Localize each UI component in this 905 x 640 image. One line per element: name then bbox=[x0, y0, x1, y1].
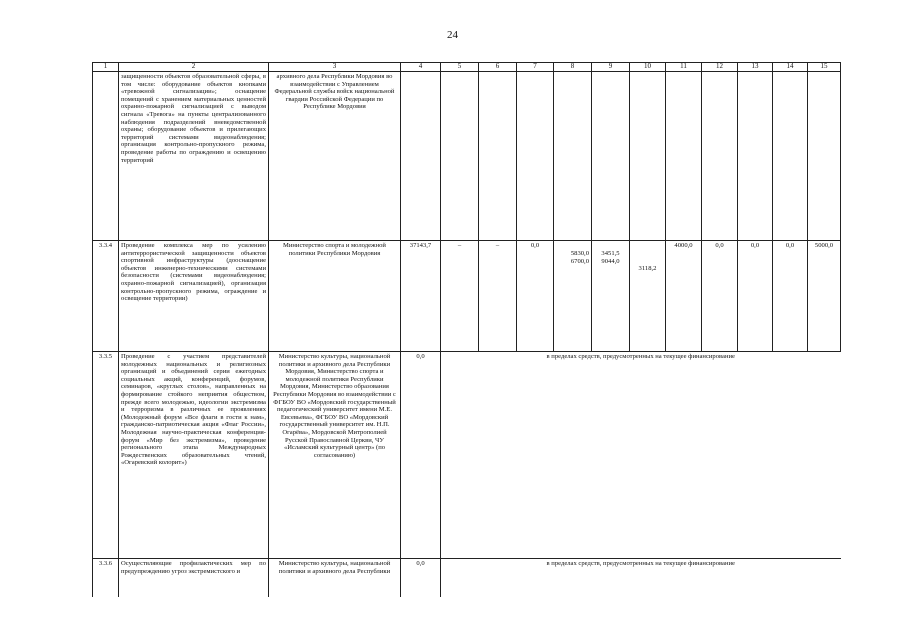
header-cell: 2 bbox=[119, 63, 269, 72]
value-cell bbox=[630, 241, 666, 352]
header-row bbox=[93, 63, 841, 72]
executor: Министерство спорта и молодежной политики Республики Мордовия bbox=[269, 241, 401, 352]
executor: Министерство культуры, национальной политики и архивного дела Республики Мордовия, Министерство спорта и молодежной политики Республики Мордовия, Министерство образования Республики Мордовия во взаимодействии с ФГБОУ ВО «Мордовский государственный педагогический университет имени М.Е. Евсевьева», ФГБОУ ВО «Мордовский государственный университет им. Н.П. Огарёва», Мордовской Митрополией Русской Православной Церкви, ЧУ «Исламский культурный центр» (по согласованию) bbox=[269, 352, 401, 559]
program-table bbox=[92, 62, 841, 599]
header-cell: 7 bbox=[517, 63, 554, 72]
value-cell: 0,0 bbox=[773, 241, 808, 352]
funding-note: в пределах средств, предусмотренных на текущее финансирование bbox=[441, 559, 841, 599]
page-bottom bbox=[92, 597, 852, 640]
value-cell bbox=[592, 72, 630, 241]
value-line: 3451,5 bbox=[601, 250, 620, 257]
header-cell: 6 bbox=[479, 63, 517, 72]
row-number: 3.3.5 bbox=[93, 352, 119, 559]
value-cell bbox=[738, 72, 773, 241]
value-cell bbox=[773, 72, 808, 241]
value-cell bbox=[441, 72, 479, 241]
row-number: 3.3.6 bbox=[93, 559, 119, 599]
table-row bbox=[93, 241, 841, 352]
value-cell: – bbox=[479, 241, 517, 352]
table-row bbox=[93, 559, 841, 599]
measure-description: Осуществляющие профилактических мер по предупреждению угроз экстремистского и bbox=[119, 559, 269, 599]
header-cell: 9 bbox=[592, 63, 630, 72]
measure-description: защищенности объектов образовательной сферы, в том числе: оборудование объектов кнопками «тревожной сигнализации»; оснащение помещений с хранением материальных ценностей охранно-пожарной сигнализацией с выводом сигнала «Тревога» на пункты централизованного наблюдения подразделений вневедомственной охраны; оборудование объектов и прилегающих территорий системами видеонаблюдения; организация контрольно-пропускного режима, проведение работы по ограждению и освещению территорий bbox=[119, 72, 269, 241]
header-cell: 3 bbox=[269, 63, 401, 72]
header-cell: 1 bbox=[93, 63, 119, 72]
executor: Министерство культуры, национальной политики и архивного дела Республики bbox=[269, 559, 401, 599]
value-cell: 4000,0 bbox=[666, 241, 702, 352]
header-cell: 11 bbox=[666, 63, 702, 72]
value-line: 3118,2 bbox=[638, 265, 657, 272]
header-cell: 12 bbox=[702, 63, 738, 72]
total-value: 0,0 bbox=[401, 352, 441, 559]
measure-description: Проведение комплекса мер по усилению антитеррористической защищенности объектов спортивной инфраструктуры (дооснащение объектов инженерно-техническими системами безопасности (системами видеонаблюдения; охранно-пожарной сигнализацией), организация контрольно-пропускного режима, ограждение и освещение территории) bbox=[119, 241, 269, 352]
value-cell bbox=[666, 72, 702, 241]
value-cell bbox=[808, 72, 841, 241]
header-cell: 10 bbox=[630, 63, 666, 72]
table-row bbox=[93, 352, 841, 559]
header-cell: 13 bbox=[738, 63, 773, 72]
row-number bbox=[93, 72, 119, 241]
value-cell: 5000,0 bbox=[808, 241, 841, 352]
value-cell bbox=[479, 72, 517, 241]
value-cell bbox=[592, 241, 630, 352]
value-cell: 0,0 bbox=[517, 241, 554, 352]
value-cell bbox=[630, 72, 666, 241]
header-cell: 8 bbox=[554, 63, 592, 72]
value-cell: 0,0 bbox=[702, 241, 738, 352]
value-line: 6700,0 bbox=[570, 257, 589, 265]
value-cell bbox=[554, 72, 592, 241]
value-line: 5830,0 bbox=[570, 250, 589, 257]
funding-note: в пределах средств, предусмотренных на текущее финансирование bbox=[441, 352, 841, 559]
total-value: 0,0 bbox=[401, 559, 441, 599]
value-cell: – bbox=[441, 241, 479, 352]
value-cell bbox=[554, 241, 592, 352]
measure-description: Проведение с участием представителей молодежных национальных и религиозных организаций и объединений серии ежегодных социальных акций, конференций, форумов, семинаров, «круглых столов», направленных на формирование стойкого неприятия обществом, прежде всего молодежью, идеологии экстремизма и терроризма в различных ее проявлениях (Молодежный форум «Все флаги в гости к нам», гражданско-патриотическая акция «Флаг России», Молодежная научно-практическая конференция-форум «Мир без экстремизма», проведение регионального этапа Международных Рождественских образовательных чтений, «Огаревский колорит») bbox=[119, 352, 269, 559]
total-value: 37143,7 bbox=[401, 241, 441, 352]
value-line: 9044,0 bbox=[601, 257, 620, 265]
value-cell bbox=[702, 72, 738, 241]
value-cell bbox=[401, 72, 441, 241]
header-cell: 4 bbox=[401, 63, 441, 72]
page-number: 24 bbox=[447, 29, 458, 41]
row-number: 3.3.4 bbox=[93, 241, 119, 352]
executor: архивного дела Республики Мордовия во взаимодействии с Управлением Федеральной службы войск национальной гвардии Российской Федерации по Республике Мордовия bbox=[269, 72, 401, 241]
header-cell: 15 bbox=[808, 63, 841, 72]
header-cell: 5 bbox=[441, 63, 479, 72]
value-cell: 0,0 bbox=[738, 241, 773, 352]
table-row bbox=[93, 72, 841, 241]
header-cell: 14 bbox=[773, 63, 808, 72]
value-cell bbox=[517, 72, 554, 241]
